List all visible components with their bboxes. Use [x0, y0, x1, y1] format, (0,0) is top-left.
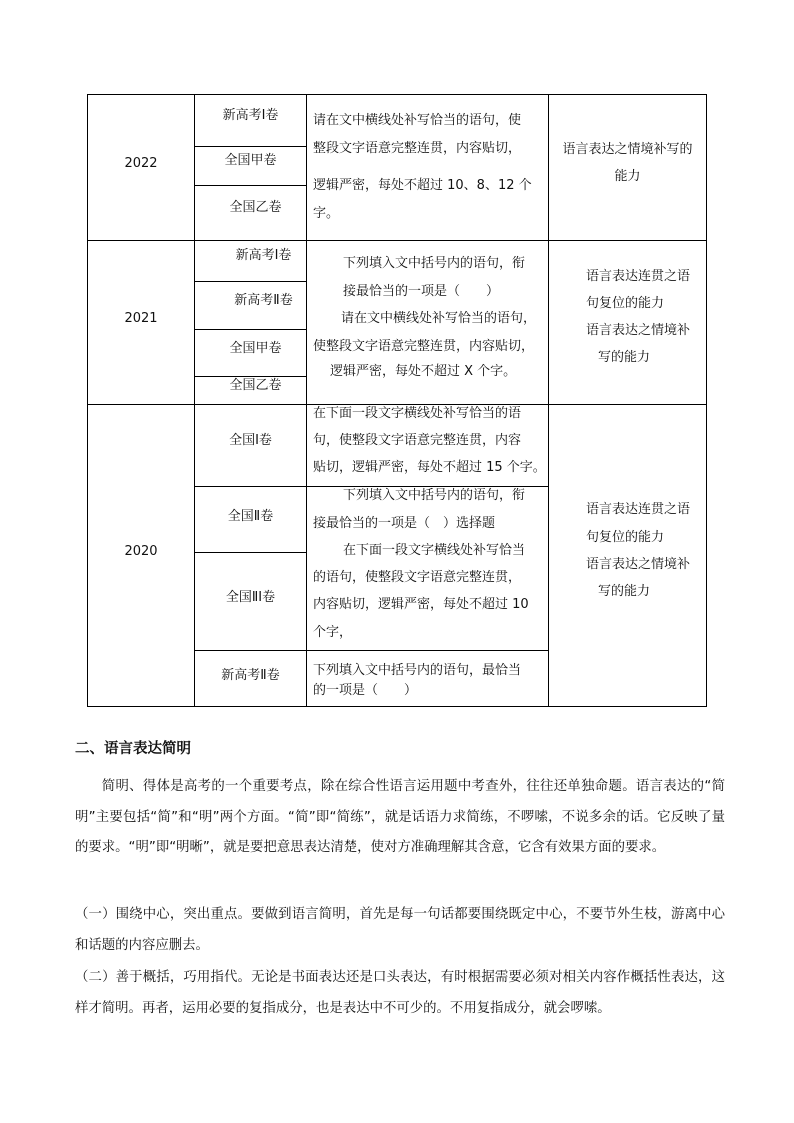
requirement-line: 请在文中横线处补写恰当的语句， [341, 311, 537, 326]
requirement-line: 的一项是（ ） [313, 683, 418, 698]
requirement-line: 请在文中横线处补写恰当的语句，使 [313, 113, 522, 128]
requirement-line: 下列填入文中括号内的语句，衔 [343, 488, 526, 503]
paper-cell: 全国甲卷 [224, 153, 277, 168]
row-divider-2022-2021 [87, 240, 707, 241]
requirement-line: 整段文字语意完整连贯，内容贴切， [313, 141, 522, 156]
paragraph: （二）善于概括，巧用指代。无论是书面表达还是口头表达，有时根据需要必须对相关内容作概括性表达，这样才简明。再者，运用必要的复指成分，也是表达中不可少的。不用复指成分，就会啰嗦。 [75, 970, 725, 1016]
ability-line: 句复位的能力 [586, 296, 665, 311]
requirement-line: 逻辑严密，每处不超过 X 个字。 [330, 364, 517, 379]
ability-line: 语言表达连贯之语 [586, 269, 691, 284]
requirement-line: 使整段文字语意完整连贯，内容贴切， [313, 339, 535, 354]
requirement-line: 下列填入文中括号内的语句，衔 [343, 256, 526, 271]
ability-line: 语言表达连贯之语 [586, 502, 691, 517]
requirement-line: 内容贴切，逻辑严密，每处不超过 10 [313, 597, 529, 612]
requirement-line: 下列填入文中括号内的语句，最恰当 [313, 663, 522, 678]
year-cell: 2021 [124, 311, 158, 326]
paper-cell: 全国乙卷 [229, 378, 282, 393]
section-heading: 二、语言表达简明 [75, 741, 191, 757]
paper-cell: 新高考Ⅰ卷 [235, 248, 292, 263]
paper-cell: 新高考Ⅱ卷 [234, 293, 293, 308]
ability-line: 语言表达之情境补 [586, 323, 691, 338]
requirement-line: 在下面一段文字横线处补写恰当的语 [313, 406, 522, 421]
paper-cell: 新高考Ⅰ卷 [222, 108, 279, 123]
paper-cell: 全国乙卷 [229, 200, 282, 215]
table-border-bottom [87, 706, 707, 707]
requirement-line: 接最恰当的一项是（ ） [343, 284, 500, 299]
requirement-line: 个字， [313, 625, 353, 640]
ability-line: 能力 [614, 169, 641, 184]
ability-line: 写的能力 [598, 350, 651, 365]
requirement-line: 在下面一段文字横线处补写恰当 [343, 543, 526, 558]
year-cell: 2022 [124, 156, 158, 171]
table-border-right [706, 94, 707, 707]
paper-cell: 新高考Ⅱ卷 [221, 668, 280, 683]
ability-line: 写的能力 [598, 584, 651, 599]
paragraph: （一）围绕中心，突出重点。要做到语言简明，首先是每一句话都要围绕既定中心，不要节外生枝，游离中心和话题的内容应删去。 [75, 907, 725, 953]
paper-divider [194, 552, 306, 553]
col-divider-2 [306, 94, 307, 707]
ability-line: 句复位的能力 [586, 530, 665, 545]
paper-divider [194, 185, 306, 186]
paper-divider [194, 281, 306, 282]
paper-cell: 全国Ⅰ卷 [229, 433, 272, 448]
requirement-line: 句，使整段文字语意完整连贯，内容 [313, 433, 522, 448]
paper-cell: 全国甲卷 [229, 341, 282, 356]
paper-cell: 全国Ⅱ卷 [227, 509, 274, 524]
requirement-line: 的语句，使整段文字语意完整连贯， [313, 570, 522, 585]
paper-divider [194, 329, 306, 330]
requirement-line: 字。 [313, 206, 340, 221]
year-cell: 2020 [124, 544, 158, 559]
requirement-line: 接最恰当的一项是（ ）选择题 [313, 516, 496, 531]
table-border-left [87, 94, 88, 707]
paragraph: 简明、得体是高考的一个重要考点，除在综合性语言运用题中考查外，往往还单独命题。语言表达的“简明”主要包括“简”和“明”两个方面。“简”即“简练”，就是话语力求简练，不啰嗦，不说多余的话。它反映了量的要求。“明”即“明晰”，就是要把意思表达清楚，使对方准确理解其含意，它含有效果方面的要求。 [75, 779, 725, 855]
requirement-line: 贴切，逻辑严密，每处不超过 15 个字。 [313, 460, 546, 475]
paper-cell: 全国ⅡⅠ卷 [225, 590, 276, 605]
ability-line: 语言表达之情境补 [586, 557, 691, 572]
ability-line: 语言表达之情境补写的 [562, 142, 693, 157]
paper-requirement-divider [194, 650, 549, 651]
requirement-line: 逻辑严密，每处不超过 10、8、12 个 [313, 178, 532, 193]
table-border-top [87, 94, 707, 95]
